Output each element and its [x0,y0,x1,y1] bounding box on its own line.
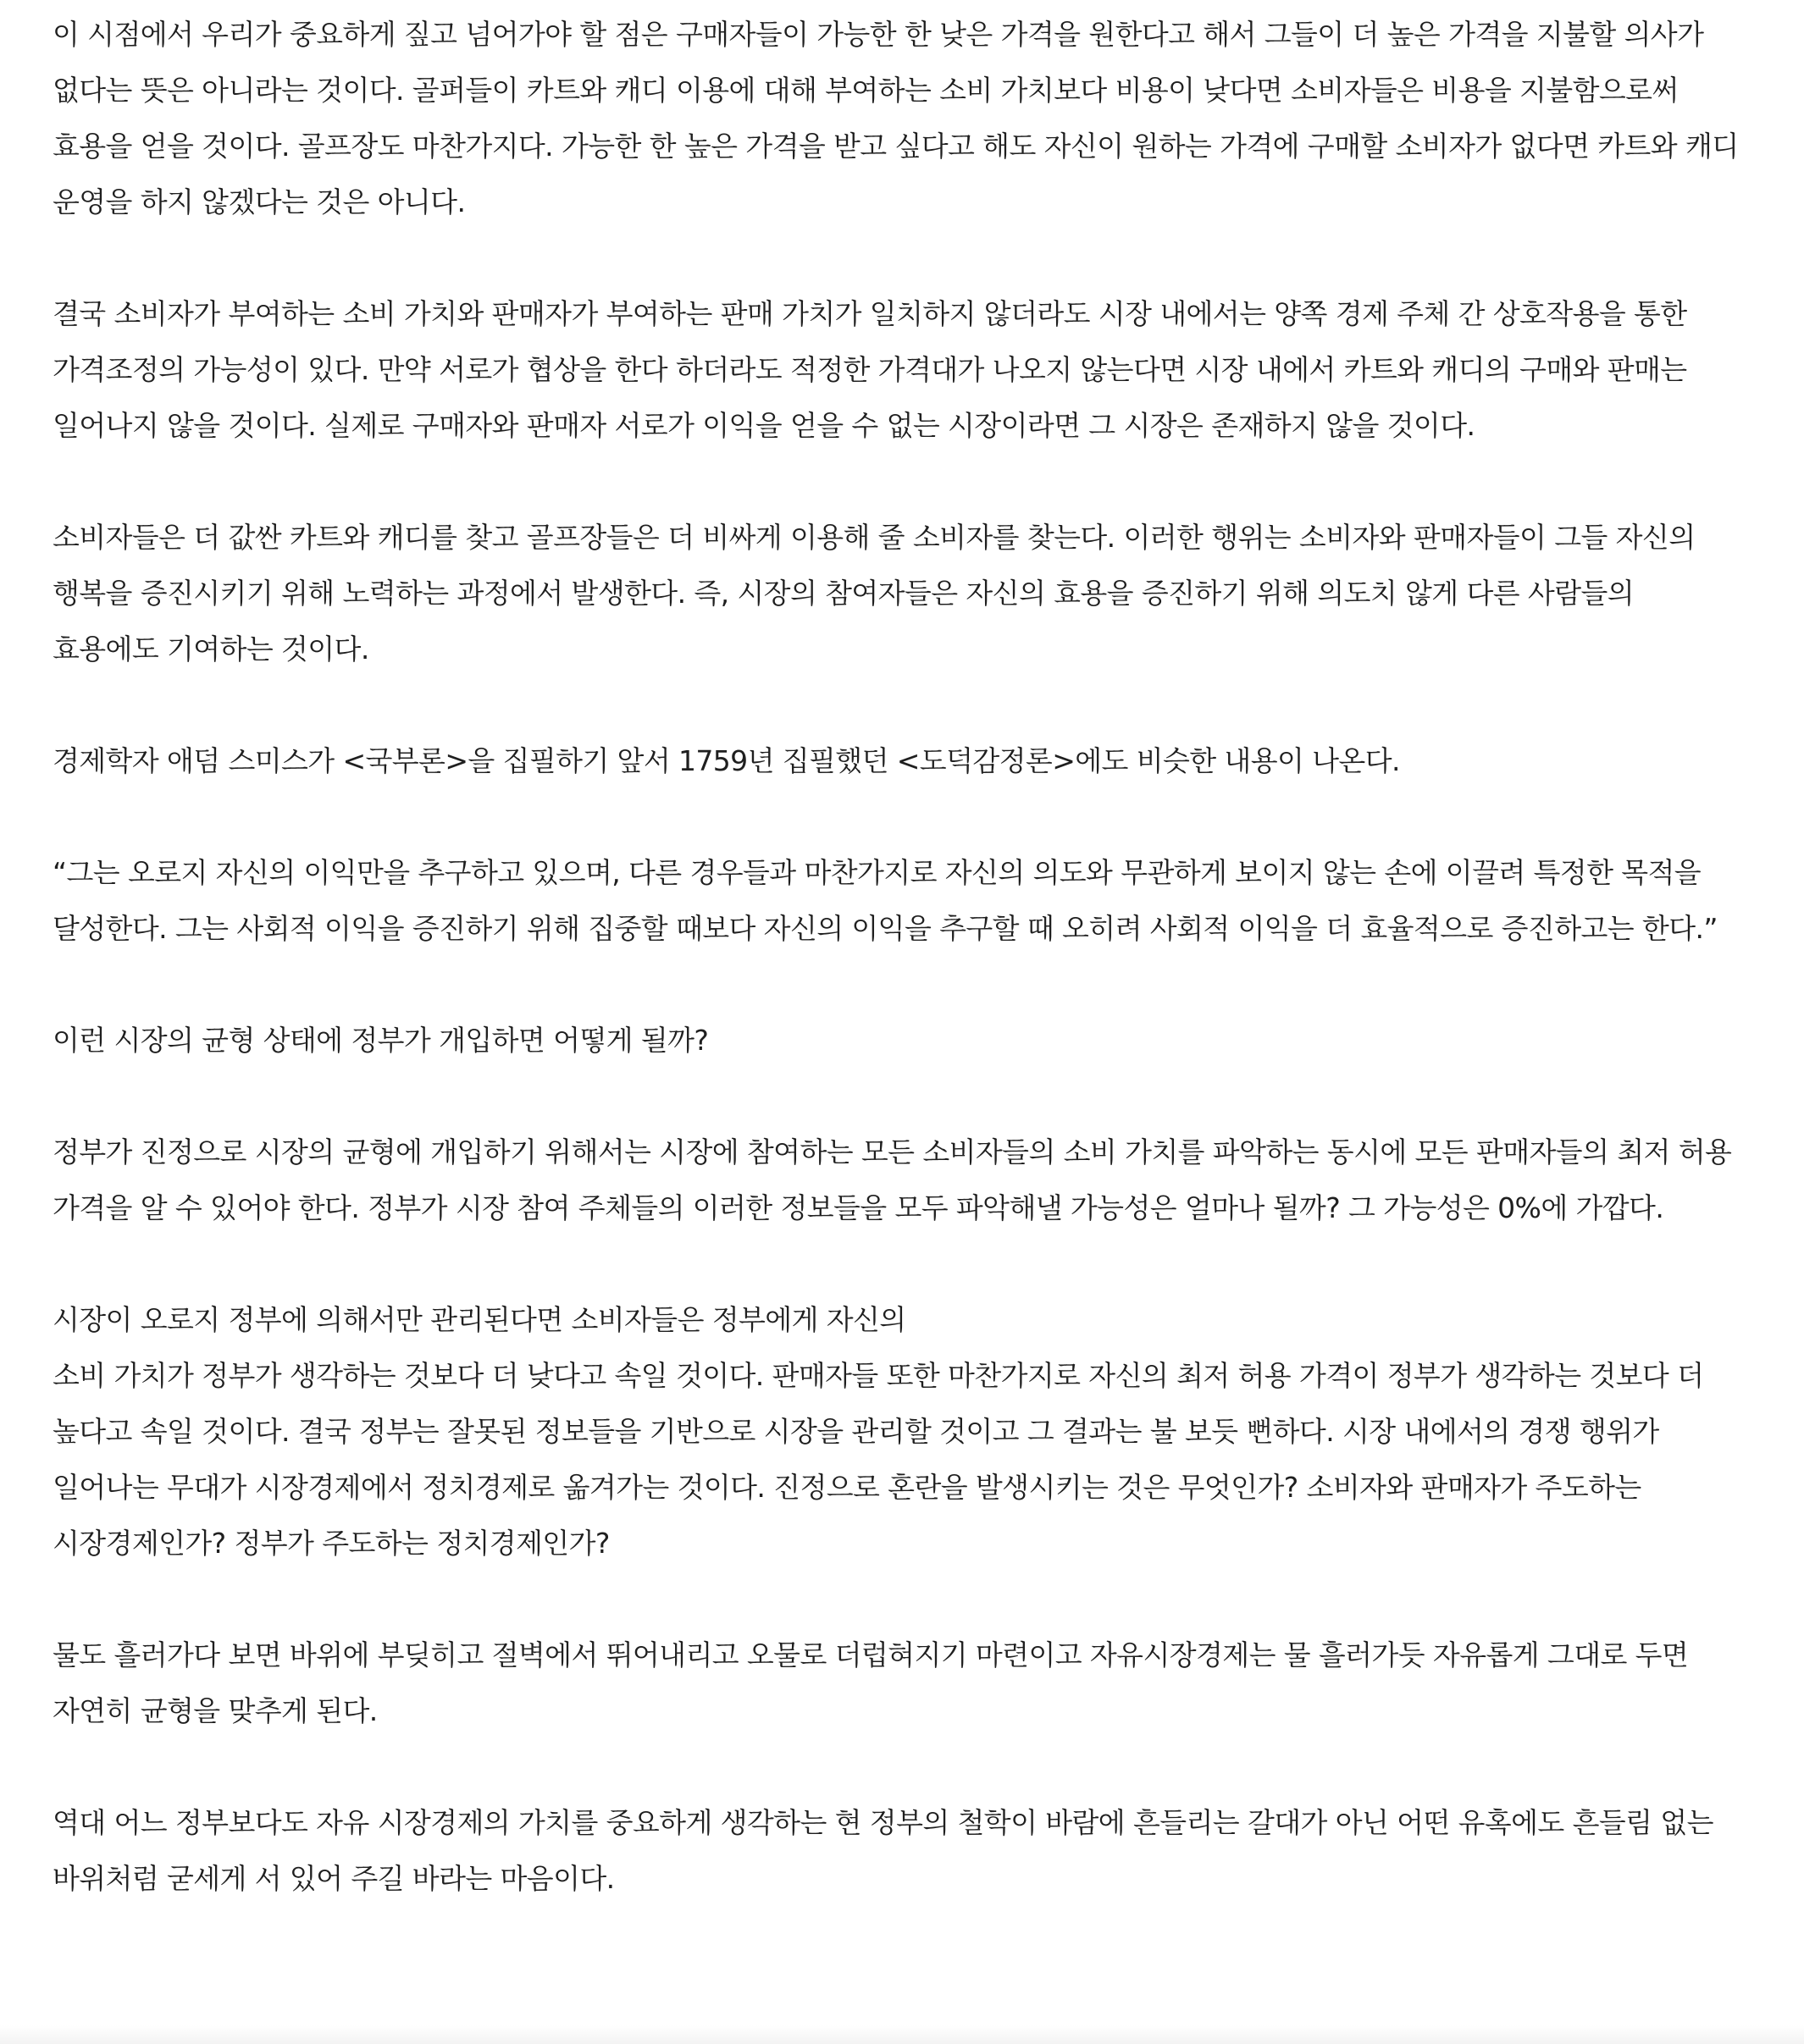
paragraph-9: 물도 흘러가다 보면 바위에 부딪히고 절벽에서 뛰어내리고 오물로 더럽혀지기 마련이고 자유시장경제는 물 흘러가듯 자유롭게 그대로 두면 자연히 균형을 맞추게 된다. [53,1638,1689,1727]
bottom-fade [0,2025,1804,2044]
quote-paragraph: “그는 오로지 자신의 이익만을 추구하고 있으며, 다른 경우들과 마찬가지로 자신의 의도와 무관하게 보이지 않는 손에 이끌려 특정한 목적을 달성한다. 그는 사회적 이익을 증진하기 위해 집중할 때보다 자신의 이익을 추구할 때 오히려 사회적 이익을 더 효율적으로 증진하고는 한다.” [53,856,1718,945]
paragraph-7: 정부가 진정으로 시장의 균형에 개입하기 위해서는 시장에 참여하는 모든 소비자들의 소비 가치를 파악하는 동시에 모든 판매자들의 최저 허용 가격을 알 수 있어야 한다. 정부가 시장 참여 주체들의 이러한 정보들을 모두 파악해낼 가능성은 얼마나 될까? 그 가능성은 0%에 가깝다. [53,1135,1732,1224]
paragraph-1: 이 시점에서 우리가 중요하게 짚고 넘어가야 할 점은 구매자들이 가능한 한 낮은 가격을 원한다고 해서 그들이 더 높은 가격을 지불할 의사가 없다는 뜻은 아니라는 것이다. 골퍼들이 카트와 캐디 이용에 대해 부여하는 소비 가치보다 비용이 낮다면 소비자들은 비용을 지불함으로써 효용을 얻을 것이다. 골프장도 마찬가지다. 가능한 한 높은 가격을 받고 싶다고 해도 자신이 원하는 가격에 구매할 소비자가 없다면 카트와 캐디 운영을 하지 않겠다는 것은 아니다. [53,18,1739,218]
paragraph-8-first-line: 시장이 오로지 정부에 의해서만 관리된다면 소비자들은 정부에게 자신의 [53,1303,906,1336]
paragraph-2: 결국 소비자가 부여하는 소비 가치와 판매자가 부여하는 판매 가치가 일치하지 않더라도 시장 내에서는 양쪽 경제 주체 간 상호작용을 통한 가격조정의 가능성이 있다. 만약 서로가 협상을 한다 하더라도 적정한 가격대가 나오지 않는다면 시장 내에서 카트와 캐디의 구매와 판매는 일어나지 않을 것이다. 실제로 구매자와 판매자 서로가 이익을 얻을 수 없는 시장이라면 그 시장은 존재하지 않을 것이다. [53,297,1687,442]
article-body [53,0,1746,1963]
paragraph-4: 경제학자 애덤 스미스가 <국부론>을 집필하기 앞서 1759년 집필했던 <도덕감정론>에도 비슷한 내용이 나온다. [53,744,1400,777]
paragraph-8-rest: 소비 가치가 정부가 생각하는 것보다 더 낮다고 속일 것이다. 판매자들 또한 마찬가지로 자신의 최저 허용 가격이 정부가 생각하는 것보다 더 높다고 속일 것이다. 결국 정부는 잘못된 정보들을 기반으로 시장을 관리할 것이고 그 결과는 불 보듯 뻔하다. 시장 내에서의 경쟁 행위가 일어나는 무대가 시장경제에서 정치경제로 옮겨가는 것이다. 진정으로 혼란을 발생시키는 것은 무엇인가? 소비자와 판매자가 주도하는 시장경제인가? 정부가 주도하는 정치경제인가? [53,1359,1704,1560]
paragraph-8 [53,1292,1746,1572]
paragraph-3: 소비자들은 더 값싼 카트와 캐디를 찾고 골프장들은 더 비싸게 이용해 줄 소비자를 찾는다. 이러한 행위는 소비자와 판매자들이 그들 자신의 행복을 증진시키기 위해 노력하는 과정에서 발생한다. 즉, 시장의 참여자들은 자신의 효용을 증진하기 위해 의도치 않게 다른 사람들의 효용에도 기여하는 것이다. [53,521,1696,666]
paragraph-10: 역대 어느 정부보다도 자유 시장경제의 가치를 중요하게 생각하는 현 정부의 철학이 바람에 흔들리는 갈대가 아닌 어떤 유혹에도 흔들림 없는 바위처럼 굳세게 서 있어 주길 바라는 마음이다. [53,1806,1713,1895]
question-paragraph: 이런 시장의 균형 상태에 정부가 개입하면 어떻게 될까? [53,1024,709,1057]
